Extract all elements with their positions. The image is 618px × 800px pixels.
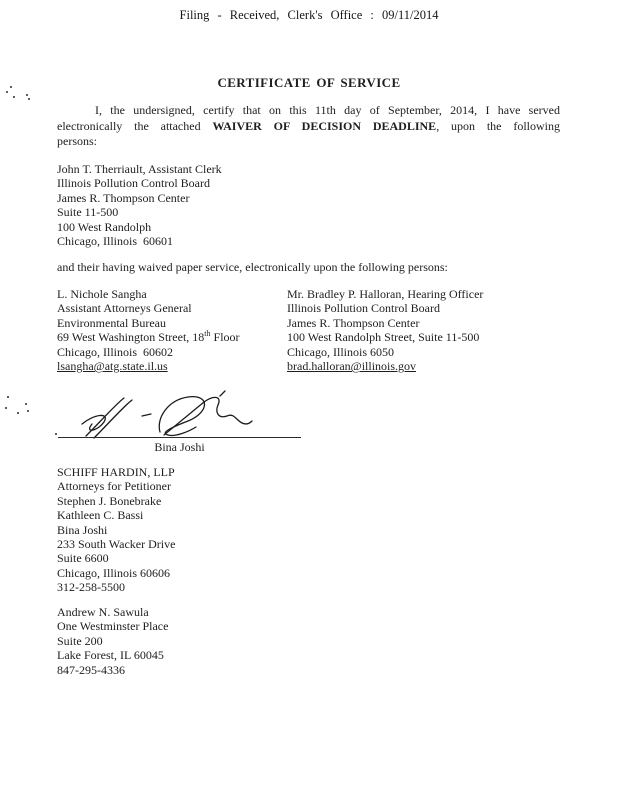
scan-speckle [6,91,8,93]
scan-speckle [28,98,30,100]
address-line: 100 West Randolph [57,219,152,234]
address-line: Chicago, Illinois 60601 [57,234,173,249]
address-line: John T. Therriault, Assistant Clerk [57,162,222,176]
address-line: Stephen J. Bonebrake [57,493,162,508]
scan-speckle [13,96,15,98]
certification-paragraph [57,103,560,150]
address-line: Chicago, Illinois 60602 [57,344,173,359]
address-line: Suite 11-500 [57,205,119,220]
paragraph-text: electronically the attached [57,118,201,133]
address-line: L. Nichole Sangha [57,287,147,301]
paragraph-text: , upon the following [436,118,561,133]
scan-speckle [26,94,28,96]
firm-address-block [57,465,377,595]
address-line: Chicago, Illinois 60606 [57,565,170,580]
address-line: Kathleen C. Bassi [57,508,144,523]
address-line: One Westminster Place [57,619,169,634]
paragraph-line-1: I, the undersigned, certify that on this 11th day of September, 2014, I have served [95,103,560,117]
email-link[interactable]: brad.halloran@illinois.gov [287,359,417,374]
served-party-right [287,287,577,373]
scan-speckle [27,410,29,412]
address-line: James R. Thompson Center [57,190,190,205]
address-line: Assistant Attorneys General [57,301,192,316]
paragraph-line-3: persons: [57,134,97,148]
alternate-contact-block [57,605,377,677]
handwritten-signature [72,388,322,443]
address-line: Chicago, Illinois 6050 [287,344,394,359]
address-line: Mr. Bradley P. Halloran, Hearing Officer [287,287,484,301]
address-line: James R. Thompson Center [287,315,420,330]
scan-speckle [17,412,19,414]
address-line: Environmental Bureau [57,315,166,330]
signer-name: Bina Joshi [154,440,205,454]
address-line: Andrew N. Sawula [57,605,149,619]
waiver-emphasis: WAIVER OF DECISION DEADLINE [212,118,437,133]
address-line: Lake Forest, IL 60045 [57,648,164,663]
scan-speckle [55,433,57,435]
address-text: 69 West Washington Street, 18 [57,330,205,345]
address-line: Suite 6600 [57,551,109,566]
address-line: 312-258-5500 [57,580,125,595]
served-right-lines [287,287,577,359]
scan-speckle [25,403,27,405]
filing-stamp: Filing - Received, Clerk's Office : 09/11/2014 [179,8,439,22]
address-line: SCHIFF HARDIN, LLP [57,465,175,479]
address-line: Suite 200 [57,633,103,648]
address-line [57,359,285,373]
recipient-address-block [57,162,377,248]
scan-speckle [5,407,7,409]
email-link[interactable]: lsangha@atg.state.il.us [57,359,168,374]
address-line: 100 West Randolph Street, Suite 11-500 [287,330,480,345]
address-line: 233 South Wacker Drive [57,537,176,552]
address-line: Bina Joshi [57,522,108,537]
address-line: 847-295-4336 [57,662,125,677]
signature-line [58,437,301,438]
address-line: Illinois Pollution Control Board [57,176,211,191]
address-text: Floor [210,330,240,345]
served-party-left [57,287,285,373]
ordinal-superscript: th [204,329,211,339]
address-line: Illinois Pollution Control Board [287,301,441,316]
scan-speckle [7,396,9,398]
document-title: CERTIFICATE OF SERVICE [217,75,401,90]
address-line [287,359,577,373]
address-line [57,330,285,344]
waived-service-line: and their having waived paper service, electronically upon the following persons: [57,260,448,274]
paragraph-line-2 [57,119,560,135]
address-line: Attorneys for Petitioner [57,479,171,494]
